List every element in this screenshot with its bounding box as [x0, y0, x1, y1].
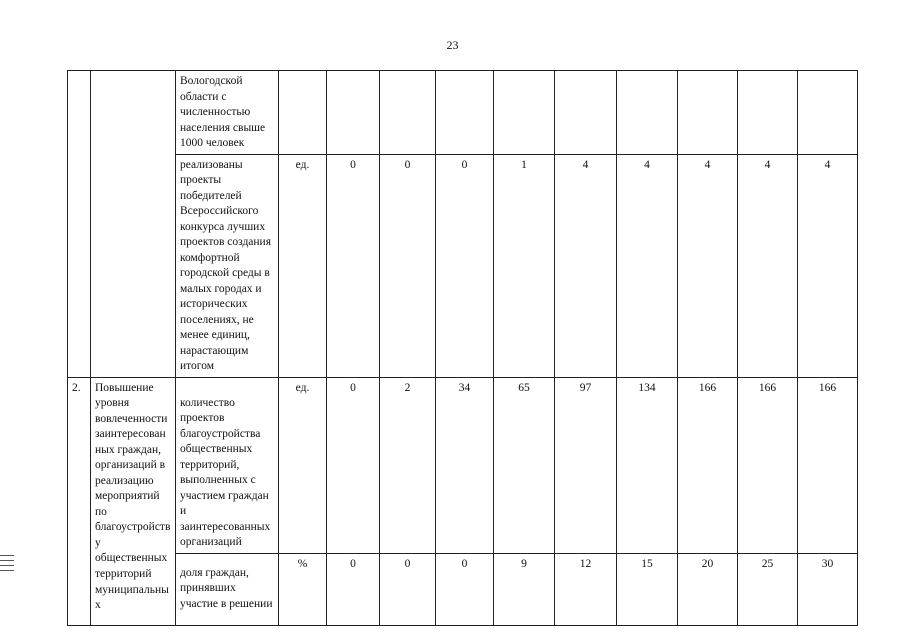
table-row	[68, 154, 858, 377]
value-cell: 1	[494, 154, 555, 377]
value-cell: 65	[494, 377, 555, 553]
value-cell: 0	[436, 154, 494, 377]
value-cell	[738, 71, 798, 155]
value-cell: 12	[555, 553, 617, 625]
table-row	[68, 377, 858, 553]
row-index-cell: 2.	[68, 377, 91, 625]
value-cell	[678, 71, 738, 155]
value-cell	[555, 71, 617, 155]
value-cell: 0	[327, 377, 380, 553]
value-cell: 4	[798, 154, 858, 377]
unit-cell	[279, 71, 327, 155]
value-cell: 15	[617, 553, 678, 625]
value-cell	[380, 71, 436, 155]
value-cell: 97	[555, 377, 617, 553]
value-cell	[494, 71, 555, 155]
value-cell: 4	[678, 154, 738, 377]
value-cell: 0	[327, 553, 380, 625]
indicator-cell: реализованы проекты победителей Всероссийского конкурса лучших проектов создания комфортной городской среды в малых городах и исторических поселениях, не менее единиц, нарастающим итогом	[176, 154, 279, 377]
goal-cell: Повышение уровня вовлеченности заинтересованных граждан, организаций в реализацию мероприятий по благоустройству общественных территорий муниципальных	[91, 377, 176, 625]
value-cell: 166	[738, 377, 798, 553]
table-row	[68, 71, 858, 155]
row-index-cell	[68, 71, 91, 378]
value-cell: 25	[738, 553, 798, 625]
value-cell: 0	[380, 553, 436, 625]
edge-mark	[0, 560, 14, 561]
scan-edge-marks	[0, 555, 14, 575]
value-cell	[617, 71, 678, 155]
value-cell: 4	[617, 154, 678, 377]
value-cell	[436, 71, 494, 155]
value-cell: 0	[436, 553, 494, 625]
value-cell: 30	[798, 553, 858, 625]
value-cell: 134	[617, 377, 678, 553]
indicator-cell: количество проектов благоустройства общественных территорий, выполненных с участием граждан и заинтересованных организаций	[176, 377, 279, 553]
value-cell: 2	[380, 377, 436, 553]
indicators-table	[67, 70, 858, 626]
value-cell: 166	[798, 377, 858, 553]
page-number: 23	[446, 38, 459, 52]
value-cell: 4	[738, 154, 798, 377]
value-cell: 34	[436, 377, 494, 553]
value-cell: 4	[555, 154, 617, 377]
value-cell: 20	[678, 553, 738, 625]
value-cell	[327, 71, 380, 155]
value-cell: 9	[494, 553, 555, 625]
goal-cell	[91, 71, 176, 378]
unit-cell: %	[279, 553, 327, 625]
edge-mark	[0, 570, 14, 571]
value-cell: 0	[327, 154, 380, 377]
unit-cell: ед.	[279, 377, 327, 553]
table-row	[68, 553, 858, 625]
value-cell: 0	[380, 154, 436, 377]
indicator-cell: Вологодской области с численностью населения свыше 1000 человек	[176, 71, 279, 155]
value-cell	[798, 71, 858, 155]
edge-mark	[0, 565, 14, 566]
indicator-cell: доля граждан, принявших участие в решении	[176, 553, 279, 625]
unit-cell: ед.	[279, 154, 327, 377]
edge-mark	[0, 555, 14, 556]
value-cell: 166	[678, 377, 738, 553]
